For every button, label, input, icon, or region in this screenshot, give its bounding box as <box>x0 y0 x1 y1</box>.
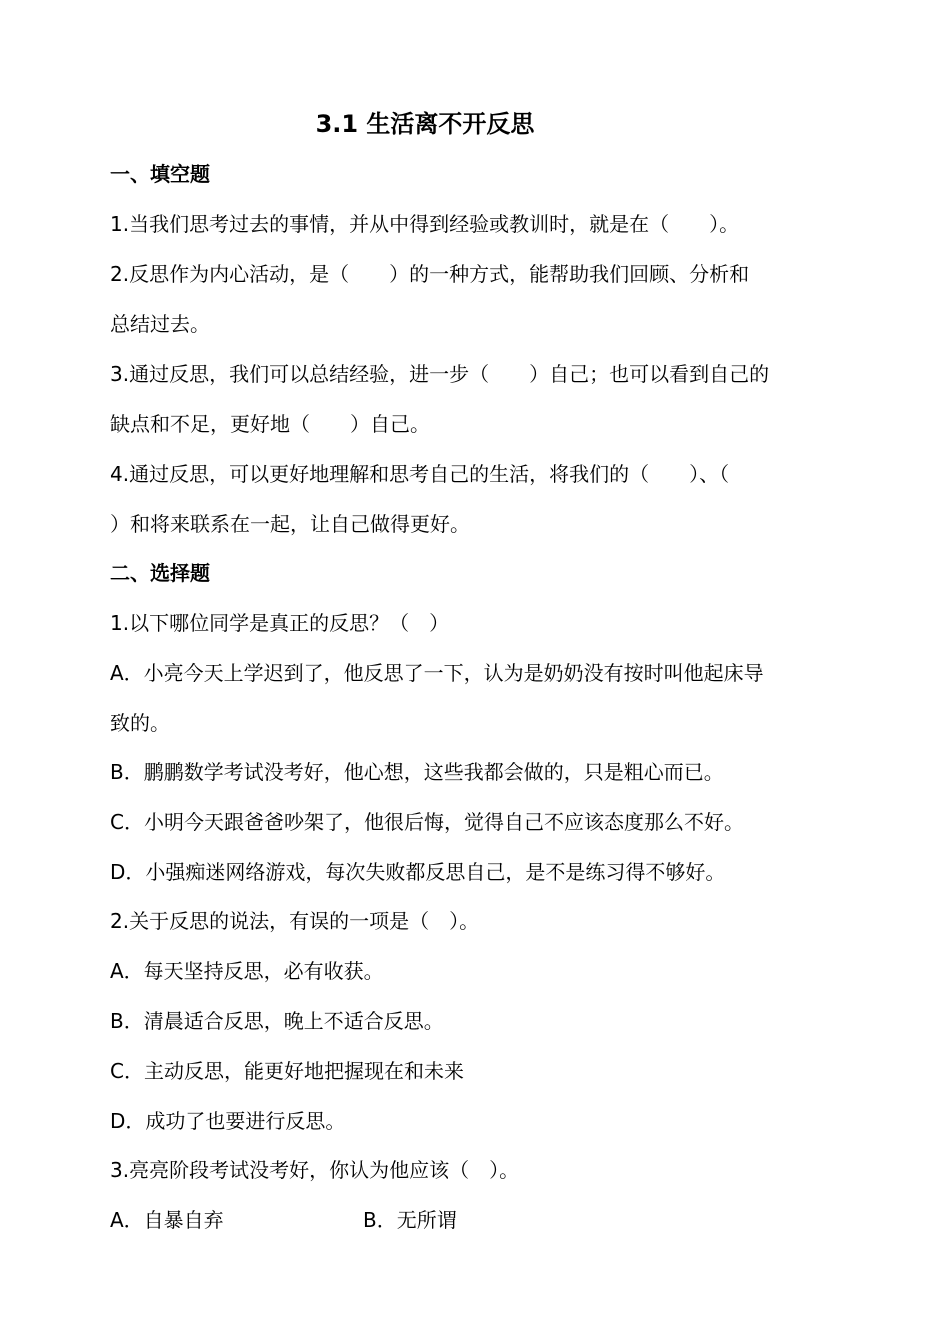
fill-blank-line: 3.通过反思，我们可以总结经验，进一步（ ）自己；也可以看到自己的 <box>110 362 770 386</box>
question-stem: 1.以下哪位同学是真正的反思？（ ） <box>110 611 450 635</box>
fill-blank-line: 缺点和不足，更好地（ ）自己。 <box>110 412 430 436</box>
option-d: D．成功了也要进行反思。 <box>110 1109 346 1133</box>
option-a: A．小亮今天上学迟到了，他反思了一下，认为是奶奶没有按时叫他起床导 <box>110 661 764 685</box>
section-heading-multiple-choice: 二、选择题 <box>110 561 210 585</box>
option-c: C．小明今天跟爸爸吵架了，他很后悔，觉得自己不应该态度那么不好。 <box>110 810 744 834</box>
fill-blank-line: 总结过去。 <box>110 312 210 336</box>
option-a: A．每天坚持反思，必有收获。 <box>110 959 384 983</box>
option-b: B．鹏鹏数学考试没考好，他心想，这些我都会做的，只是粗心而已。 <box>110 760 724 784</box>
fill-blank-line: 1.当我们思考过去的事情，并从中得到经验或教训时，就是在（ ）。 <box>110 212 740 236</box>
option-d: D．小强痴迷网络游戏，每次失败都反思自己，是不是练习得不够好。 <box>110 860 726 884</box>
option-b: B．清晨适合反思，晚上不适合反思。 <box>110 1009 444 1033</box>
page-title: 3.1 生活离不开反思 <box>315 110 535 138</box>
section-heading-fill-blank: 一、填空题 <box>110 162 210 186</box>
fill-blank-line: 2.反思作为内心活动，是（ ）的一种方式，能帮助我们回顾、分析和 <box>110 262 750 286</box>
question-stem: 2.关于反思的说法，有误的一项是（ ）。 <box>110 909 480 933</box>
option-a-continued: 致的。 <box>110 711 170 735</box>
fill-blank-line: 4.通过反思，可以更好地理解和思考自己的生活，将我们的（ ）、（ <box>110 462 730 486</box>
option-b: B．无所谓 <box>363 1208 457 1232</box>
option-c: C．主动反思，能更好地把握现在和未来 <box>110 1059 464 1083</box>
fill-blank-line: ）和将来联系在一起，让自己做得更好。 <box>110 512 470 536</box>
option-a: A．自暴自弃 <box>110 1208 224 1232</box>
question-stem: 3.亮亮阶段考试没考好，你认为他应该（ ）。 <box>110 1158 520 1182</box>
